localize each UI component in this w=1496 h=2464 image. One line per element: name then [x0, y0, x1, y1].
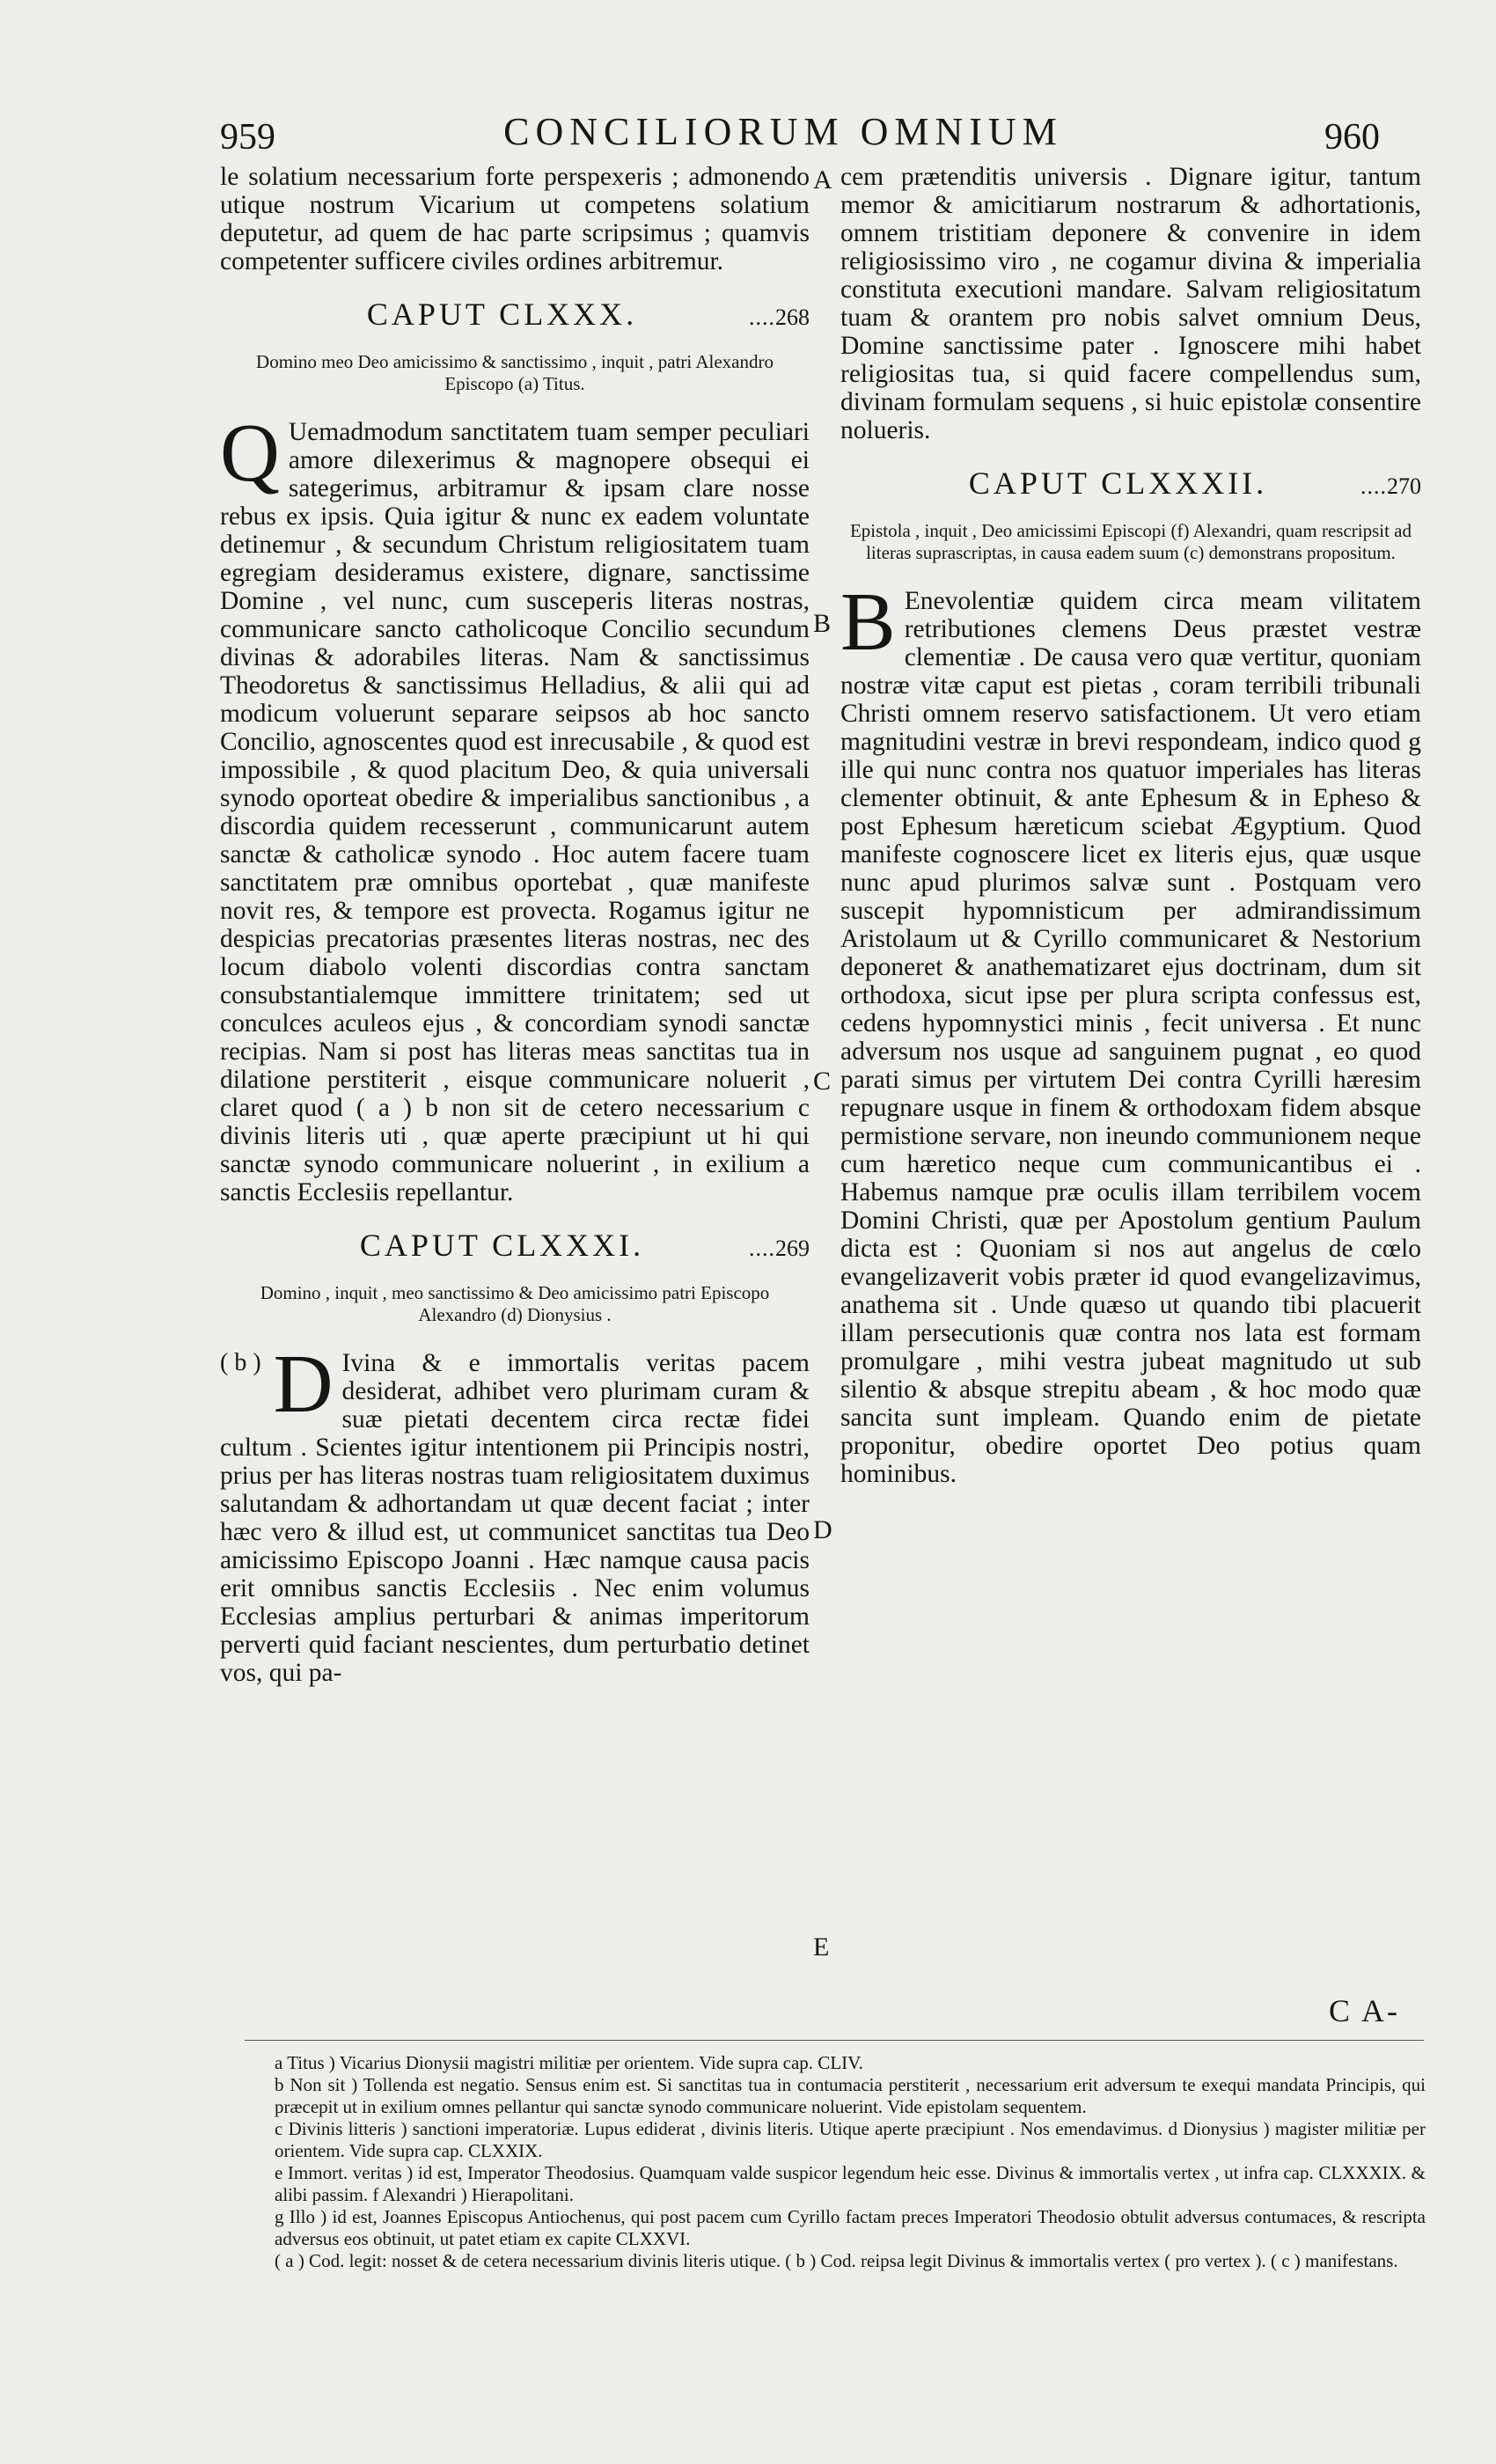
footnotes [248, 2052, 1426, 2272]
margin-letter-e: E [813, 1932, 830, 1962]
chapter-subheading: Domino , inquit , meo sanctissimo & Deo amicissimo patri Episcopo Alexandro (d) Dionysius . [260, 1282, 770, 1325]
chapter-reference [749, 1235, 810, 1263]
footnote-e-f: e Immort. veritas ) id est, Imperator Theodosius. Quamquam valde suspicor legendum heic esse. Divinus & immortalis vertex , ut infra cap. CLXXXIX. & alibi passim. f Alexandri ) Hierapolitani. [275, 2162, 1426, 2205]
chapter-heading-180 [220, 297, 810, 332]
chapter-text: Uemadmodum sanctitatem tuam semper peculiari amore dilexerimus & magnopere obsequi ei sategerimus, arbitramur & ipsam clare nosse rebus ex ipsis. Quia igitur & nunc ex eadem voluntate detinemur , & secundum Christum religiositatem tuam egregiam desideramus existere, dignare, sanctissime Domine , vel nunc, cum susceperis literas nostras, communicare sancto catholicoque Concilio secundum divinas & adorabiles literas. Nam & sanctissimus Theodoretus & sanctissimus Helladius, & alii qui ad modicum voluerunt separare seipsos ab hoc sancto Concilio, agnoscentes quod est inrecusabile , & quod est impossibile , & quod placitum Deo, & quia universali synodo oporteat obedire & imperialibus sanctionibus , a discordia quidem recesserunt , communicarunt autem sanctæ & catholicæ synodo . Hoc autem facere tuam sanctitatem præ omnibus oportebat , quæ manifeste novit res, & tempore est provecta. Rogamus igitur ne despicias precatorias præsentes literas nostras, nec des locum diabolo volenti discordias contra sanctam consubstantialemque immittere trinitatem; sed ut conculces aculeos ejus , & concordiam synodi sanctæ recipias. Nam si post has literas meas sanctitas tua in dilatione perstiterit , eisque communicare noluerit , claret quod ( a ) b non sit de cetero necessarium c divinis literis uti , quæ aperte præcipiunt ut hi qui sanctæ synodo communicare noluerint , in exilium a sanctis Ecclesiis repellantur. [220, 418, 810, 1206]
left-column [220, 163, 810, 1687]
drop-cap: B [840, 576, 896, 668]
chapter-title: CAPUT CLXXX. [366, 297, 638, 332]
chapter-text: Enevolentiæ quidem circa meam vilitatem retributiones clemens Deus præstet vestræ clementiæ . De causa vero quæ vertitur, quoniam nostræ vitæ caput est pietas , coram terribili tribunali Christi omnem reservo satisfactionem. Ut vero etiam magnitudini vestræ in brevi respondeam, indico quod g ille qui nunc contra nos quatuor imperiales has literas clementer obtinuit, & ante Ephesum & in Epheso & post Ephesum hæreticum sciebat Ægyptium. Quod manifeste cognoscere licet ex literis ejus, quæ usque nunc apud plurimos salvæ sunt . Postquam vero suscepit hypomnisticum per admirandissimum Aristolaum ut & Cyrillo communicaret & Nestorium deponeret & anathematizaret ejus doctrinam, dum sit orthodoxa, sicut ipse per plura scripta confessus est, cedens hypomnystici minis , fecit universa . Et nunc adversum nos usque ad sanguinem pugnat , eo quod parati simus per virtutem Dei contra Cyrilli hæresim repugnare usque in finem & orthodoxam fidem absque permistione servare, non ineundo communionem neque cum hæretico neque cum communicantibus ei . Habemus namque præ oculis illam terribilem vocem Domini Christi, quæ per Apostolum gentium Paulum dicta est : Quoniam si nos aut angelus de cœlo evangelizaverit vobis præter id quod evangelizavimus, anathema sit . Unde quæso ut quando tibi placuerit illam persecutionis quæ contra nos lata est formam promulgare , mihi vestra jubeat magnitudo ut sub silentio & absque strepitu abeam , & hoc modo quæ sancita sunt impleam. Quando enim de pietate proponitur, obedire oportet Deo potius quam hominibus. [840, 587, 1421, 1488]
chapter-heading-181 [220, 1228, 810, 1263]
catchword: C A- [1329, 1993, 1401, 2028]
reference-dots: .... [1360, 473, 1387, 499]
right-column [840, 163, 1421, 1488]
reference-dots: .... [749, 304, 775, 330]
margin-letter-b: B [813, 609, 832, 638]
footnote-b: b Non sit ) Tollenda est negatio. Sensus enim est. Si sanctitas tua in contumacia perstiterit , necessarium erit adversum te exequi mandata Principis, qui præcepit ut in exilium omnes pellantur qui sanctæ synodo communicare noluerint. Vide epistolam sequentem. [275, 2074, 1426, 2117]
margin-letter-c: C [813, 1067, 832, 1096]
reference-number: 270 [1387, 473, 1421, 499]
chapter-body [220, 407, 810, 1206]
drop-cap: D [273, 1338, 334, 1430]
page-number-right: 960 [1324, 117, 1380, 158]
reference-dots: .... [749, 1236, 775, 1261]
chapter-subheading: Domino meo Deo amicissimo & sanctissimo , inquit , patri Alexandro Episcopo (a) Titus. [256, 351, 774, 394]
footnote-c-d: c Divinis litteris ) sanctioni imperatoriæ. Lupus ediderat , divinis literis. Utique aperte præcipiunt . Nos emendavimus. d Dionysius ) magister militiæ per orientem. Vide supra cap. CLXXIX. [275, 2118, 1426, 2161]
reference-number: 269 [775, 1236, 810, 1261]
chapter-reference [749, 304, 810, 332]
footnote-a: a Titus ) Vicarius Dionysii magistri militiæ per orientem. Vide supra cap. CLIV. [275, 2052, 863, 2073]
chapter-body [840, 576, 1421, 1488]
chapter-reference [1360, 473, 1421, 501]
reference-number: 268 [775, 304, 810, 330]
footnote-rule [245, 2040, 1424, 2041]
margin-letter-d: D [813, 1515, 832, 1544]
chapter-text: Ivina & e immortalis veritas pacem desiderat, adhibet vero plurimam curam & suæ pietati decentem circa rectæ fidei cultum . Scientes igitur intentionem pii Principis nostri, prius per has literas nostras tuam religiositatem duximus salutandam & adhortandam ut quæ decent faciat ; inter hæc vero & illud est, ut communicet sanctitas tua Deo amicissimo Episcopo Joanni . Hæc namque causa pacis erit omnibus sanctis Ecclesiis . Nec enim volumus Ecclesias amplius perturbari & animas imperitorum perverti quid faciant nescientes, dum perturbatio detinet vos, qui pa- [220, 1349, 810, 1687]
page-number-left: 959 [220, 117, 275, 158]
drop-cap: Q [220, 407, 280, 499]
chapter-heading-182 [840, 466, 1421, 501]
running-head: CONCILIORUM OMNIUM [503, 110, 1063, 153]
chapter-title: CAPUT CLXXXII. [968, 466, 1268, 501]
footnote-g: g Illo ) id est, Joannes Episcopus Antiochenus, qui post pacem cum Cyrillo factam preces Imperatori Theodosio obtulit adversus contumaces, & rescripta adversus eos obtinuit, ut patet etiam ex capite CLXXVI. [275, 2206, 1426, 2249]
chapter-subheading: Epistola , inquit , Deo amicissimi Episcopi (f) Alexandri, quam rescripsit ad literas suprascriptas, in causa eadem suum (c) demonstrans propositum. [849, 520, 1412, 563]
codex-note-marker: ( b ) [220, 1349, 261, 1376]
margin-letter-a: A [813, 165, 832, 194]
chapter-body [220, 1338, 810, 1687]
chapter-title: CAPUT CLXXXI. [359, 1228, 645, 1263]
right-intro-paragraph: cem prætenditis universis . Dignare igitur, tantum memor & amicitiarum nostrarum & adhortationis, omnem tristitiam deponere & convenire in idem religiosissimo viro , ne cogamur divina & imperialia constituta executioni mandare. Salvam religiositatum tuam & orantem pro nobis salvet omnium Deus, Domine sanctissime pater . Ignoscere mihi habet religiositas tua, si quid facere compellendus sum, divinam formulam sequens , si huic epistolæ consentire nolueris. [840, 163, 1421, 444]
left-intro-paragraph: le solatium necessarium forte perspexeris ; admonendo utique nostrum Vicarium ut competens solatium deputetur, ad quem de hac parte scripsimus ; quamvis competenter sufficere civiles ordines arbitremur. [220, 163, 810, 275]
codex-notes: ( a ) Cod. legit: nosset & de cetera necessarium divinis literis utique. ( b ) Cod. reipsa legit Divinus & immortalis vertex ( pro vertex ). ( c ) manifestans. [275, 2250, 1398, 2271]
